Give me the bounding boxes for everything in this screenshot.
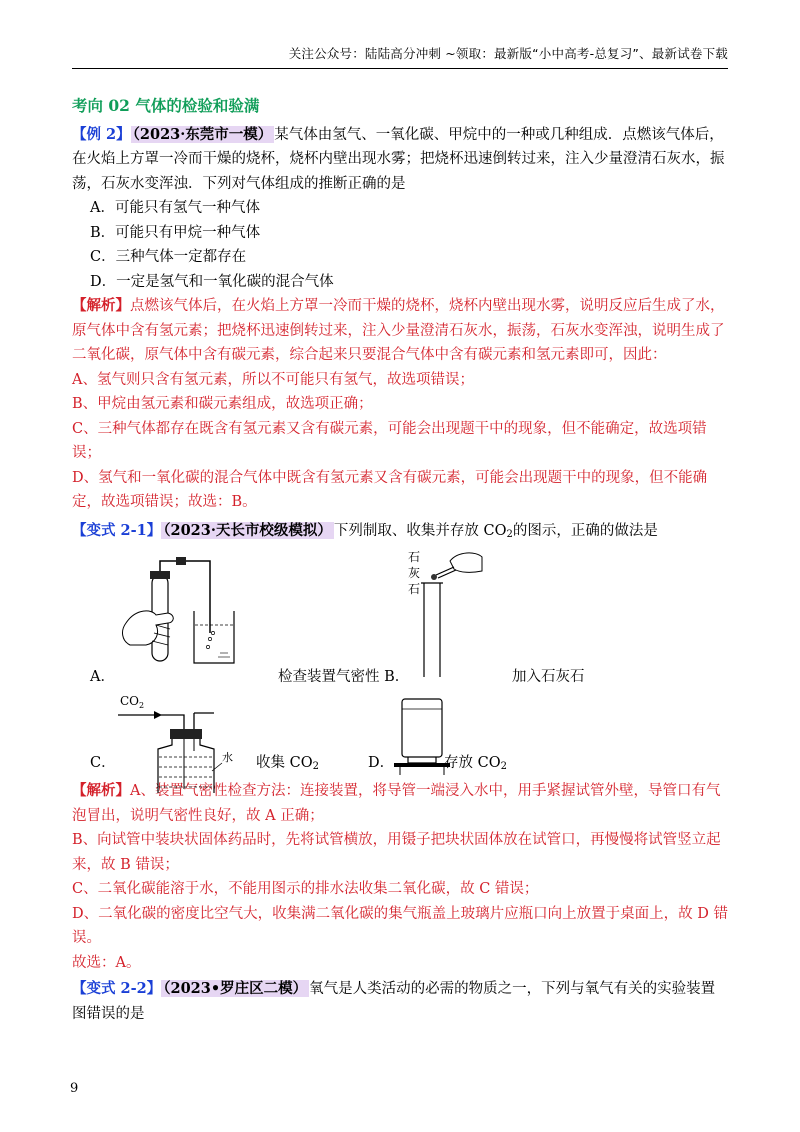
example2-option-c: C．三种气体一定都存在 — [90, 249, 247, 265]
example2-analysis-b: B、甲烷由氢元素和碳元素组成，故选项正确； — [72, 396, 373, 412]
page-content — [72, 84, 728, 1026]
example2-text: 某气体由氢气、一氧化碳、甲烷中的一种或几种组成．点燃该气体后，在火焰上方罩一冷而干燥的烧杯，烧杯内壁出现水雾；把烧杯迅速倒转过来，注入少量澄清石灰水，振荡，石灰水变浑浊．下列对气体组成的推断正确的是 — [72, 126, 725, 192]
variant21-stem — [72, 519, 728, 548]
variant21-stem-pre: 下列制取、收集并存放 CO — [333, 522, 507, 539]
variant22-stem — [72, 977, 728, 1026]
example2-stem — [72, 123, 728, 197]
figure-a-airtightness — [116, 553, 246, 673]
header-divider — [72, 68, 728, 69]
example2-analysis-d: D、氢气和一氧化碳的混合气体中既含有氢元素又含有碳元素，可能会出现题干中的现象，但不能确定，故选项错误；故选：B。 — [72, 469, 708, 510]
variant21-analysis-a: A、装置气密性检查方法：连接装置，将导管一端浸入水中，用手紧握试管外壁，导管口有气泡冒出，说明气密性良好，故 A 正确； — [72, 783, 721, 824]
variant21-analysis-d: D、二氧化碳的密度比空气大，收集满二氧化碳的集气瓶盖上玻璃片应瓶口向上放置于桌面上，故 D 错误。 — [72, 905, 728, 946]
figure-c-letter: C． — [90, 755, 116, 771]
figure-c-collect — [114, 693, 244, 793]
page-header: 关注公众号：陆陆高分冲刺 ~领取：最新版“小中高考-总复习”、最新试卷下载 — [288, 46, 728, 61]
figure-a-letter: A． — [90, 669, 115, 685]
example2-analysis — [72, 294, 728, 368]
figure-a-caption: 检查装置气密性 B． — [278, 669, 410, 685]
variant22-label: 【变式 2-2】 — [72, 980, 162, 997]
figure-b-label-2: 灰 — [408, 566, 421, 580]
example2-label: 【例 2】 — [72, 125, 131, 143]
figure-b-limestone — [400, 547, 500, 677]
figure-b-label-1: 石 — [408, 550, 421, 564]
figure-c-water-label: 水 — [222, 751, 233, 764]
variant21-answer: 故选：A。 — [72, 954, 141, 971]
example2-analysis-intro: 点燃该气体后，在火焰上方罩一冷而干燥的烧杯，烧杯内壁出现水雾，说明反应后生成了水，原气体中含有氢元素；把烧杯迅速倒转过来，注入少量澄清石灰水，振荡，石灰水变浑浊，说明生成了二氧化碳，原气体中含有碳元素，综合起来只要混合气体中含有碳元素和氢元素即可，因此： — [72, 298, 725, 363]
variant21-figures — [72, 547, 728, 779]
variant21-analysis-b: B、向试管中装块状固体药品时，先将试管横放，用镊子把块状固体放在试管口，再慢慢将试管竖立起来，故 B 错误； — [72, 832, 721, 873]
variant21-label: 【变式 2-1】 — [72, 521, 162, 539]
page-number: 9 — [70, 1081, 79, 1096]
example2-analysis-c: C、三种气体都存在既含有氢元素又含有碳元素，可能会出现题干中的现象，但不能确定，故选项错误； — [72, 420, 707, 461]
variant21-stem-sub: 2 — [506, 528, 513, 540]
figure-c-caption: 收集 $CO_2$ — [256, 755, 319, 772]
variant22-text: 氧气是人类活动的必需的物质之一，下列与氧气有关的实验装置图错误的是 — [72, 981, 716, 1022]
example2-option-b: B．可能只有甲烷一种气体 — [90, 224, 261, 241]
example2-analysis-label: 【解析】 — [72, 297, 130, 314]
figure-d-letter: D． — [368, 755, 395, 771]
variant21-analysis-label: 【解析】 — [72, 782, 130, 799]
figure-d-caption: 存放 $CO_2$ — [444, 755, 507, 772]
figure-b-label-3: 石 — [408, 582, 421, 596]
example2-option-a: A．可能只有氢气一种气体 — [90, 200, 260, 216]
variant21-stem-post: 的图示，正确的做法是 — [512, 522, 658, 539]
section-title: 考向 02 气体的检验和验满 — [72, 96, 260, 115]
figure-c-gas-label: $CO_2$ — [120, 694, 145, 710]
example2-analysis-a: A、氢气则只含有氢元素，所以不可能只有氢气，故选项错误； — [72, 371, 474, 388]
variant21-analysis-c: C、二氧化碳能溶于水，不能用图示的排水法收集二氧化碳，故 C 错误； — [72, 881, 539, 897]
variant22-source: （2023•罗庄区二模） — [163, 980, 308, 997]
example2-source: （2023·东莞市一模） — [132, 125, 273, 143]
figure-b-caption: 加入石灰石 — [512, 669, 585, 685]
variant21-source: （2023·天长市校级模拟） — [163, 521, 332, 539]
example2-option-d: D．一定是氢气和一氧化碳的混合气体 — [90, 273, 334, 290]
